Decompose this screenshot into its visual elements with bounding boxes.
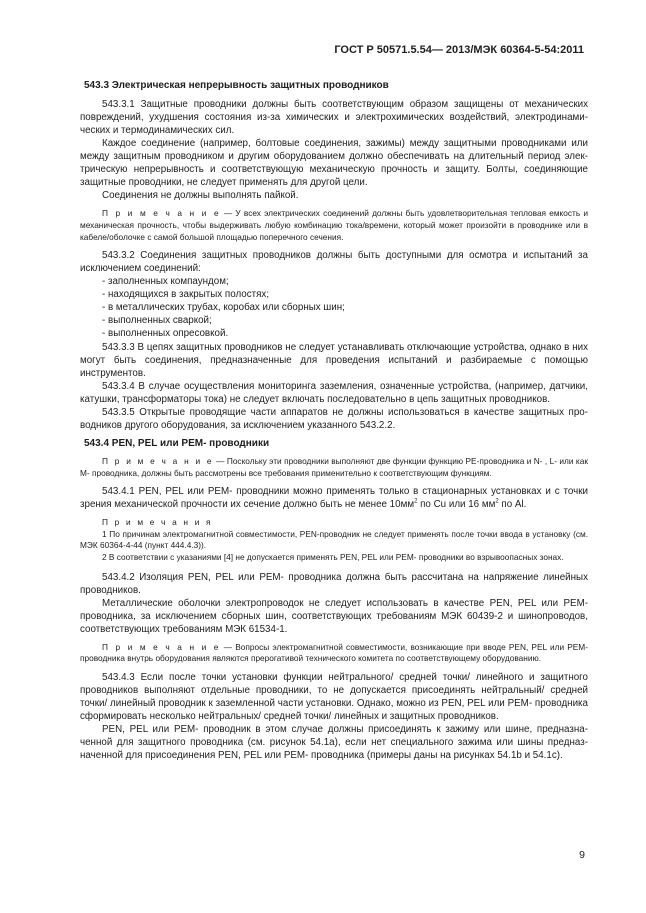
paragraph-connections: Каждое соединение (например, болтовые соединения, зажимы) между защитными проводниками или между защитным проводником и другим оборудованием должно обеспечивать на длительный период электрическую непрерывность и соответствующую механическую прочность и защиту. Болты, соединяющие защитные проводники, не следует применять для другой цели.: [80, 138, 588, 189]
paragraph-543-3-2: 543.3.2 Соединения защитных проводников должны быть доступными для осмотра и испытаний за исключением соединений:: [80, 250, 588, 275]
section-heading-543-3: 543.3 Электрическая непрерывность защитных проводников: [84, 80, 389, 91]
note-text: — У всех электрических соединений должны быть удовлетворительная тепловая емкость и механическая прочность, чтобы выдерживать любую комбинацию тока/времени, который может произойти в проводнике или в кабеле/оболочке с самой большой площадью поперечного сечения.: [80, 208, 588, 242]
note-explosive-zones: 2 В соответствии с указаниями [4] не допускается применять PEN, PEL или PEM- проводники во взрывоопасных зонах.: [102, 551, 564, 562]
paragraph-543-3-3: 543.3.3 В цепях защитных проводников не следует устанавливать отключающие устройства, однако в них могут быть соединения, предназначенные для проведения испытаний и разбираемые с помощью инструментов.: [80, 341, 588, 379]
note-emc-pen: 1 По причинам электромагнитной совместимости, PEN-проводник не следует применять после точки ввода в установку (см. МЭК 60364-4-44 (пункт 444.4.3)).: [80, 528, 588, 551]
superscript: 2: [495, 498, 499, 505]
paragraph-543-4-3: 543.4.3 Если после точки установки функции нейтрального/ средней точки/ линейного и защитного проводников выполняют отдельные проводники, то не допускается присоединять нейтральный/ средней точки/ линейный проводник к заземленной части установки. Однако, можно из PEN, PEL или PEM- проводника сформировать несколько нейтральных/ средней точки/ линейных и защитных проводников.: [80, 671, 588, 723]
text-run: по Al.: [498, 499, 527, 511]
note-text: — Вопросы электромагнитной совместимости, возникающие при вводе PEN, PEL или PEM- проводника внутрь оборудования являются прерогативой технического комитета по соответствующему оборудованию.: [80, 641, 588, 664]
text-run: по Cu или 16 мм: [417, 499, 496, 511]
section-heading-543-4: 543.4 PEN, PEL или PEM- проводники: [84, 437, 270, 449]
note-text: — Поскольку эти проводники выполняют две функции функцию PE-проводника и N- , L- или как M- проводника, должны быть рассмотрены все требования применительно к соответствующим функциям.: [80, 455, 588, 478]
notes-label-text: П р и м е ч а н и я: [102, 517, 213, 528]
note-two-functions: [80, 456, 588, 479]
list-item: - заполненных компаундом;: [102, 276, 229, 288]
paragraph-543-4-2: 543.4.2 Изоляция PEN, PEL или PEM- проводника должна быть рассчитана на напряжение линейных проводников.: [80, 571, 588, 596]
list-item: - выполненных сваркой;: [102, 315, 212, 327]
paragraph-543-4-1: [80, 485, 588, 511]
paragraph-543-3-1: 543.3.1 Защитные проводники должны быть соответствующим образом защищены от механических повреждений, ухудшения состояния из-за химических и электрохимических воздействий, электродинамических и термодинамических сил.: [80, 99, 588, 137]
paragraph-543-3-5: 543.3.5 Открытые проводящие части аппаратов не должны использоваться в качестве защитных проводников другого оборудования, за исключением указанного 543.2.2.: [80, 406, 588, 431]
list-item: - находящихся в закрытых полостях;: [102, 289, 270, 301]
running-header: ГОСТ Р 50571.5.54— 2013/МЭК 60364-5-54:2011: [334, 44, 584, 56]
note-label: П р и м е ч а н и е: [102, 641, 221, 652]
list-item: - выполненных опресовкой.: [102, 328, 229, 340]
paragraph-pen-terminal: PEN, PEL или PEM- проводник в этом случае должны присоединять к зажиму или шине, предназначенной для защитного проводника (см. рисунок 54.1a), если нет специального зажима или шины предназначенной для присоединения PEN, PEL или PEM- проводника (примеры даны на рисунках 54.1b и 54.1c).: [80, 724, 588, 762]
page-body: [80, 79, 588, 762]
note-label: П р и м е ч а н и е: [102, 455, 214, 466]
paragraph-543-3-4: 543.3.4 В случае осуществления мониторинга заземления, означенные устройства, (например, датчики, катушки, трансформаторы тока) не следует включать последовательно в цепь защитных проводников.: [80, 380, 588, 405]
superscript: 2: [414, 498, 418, 505]
page-number: 9: [579, 849, 585, 861]
note-emc-equipment: [80, 642, 588, 665]
paragraph-no-soldering: Соединения не должны выполнять пайкой.: [102, 190, 299, 202]
list-item: - в металлических трубах, коробах или сборных шин;: [102, 302, 345, 314]
paragraph-metal-sheaths: Металлические оболочки электропроводок не следует использовать в качестве PEN, PEL или PEM- проводника, за исключением сборных шин, соответствующих требованиям МЭК 60439-2 и шинопроводов, соответствующих требованиям МЭК 61534-1.: [80, 597, 588, 635]
note-label: П р и м е ч а н и е: [102, 208, 221, 219]
notes-label: [80, 517, 588, 529]
text-run: 543.4.1 PEN, PEL или PEM- проводники можно применять только в стационарных установках и с точки зрения механической прочности их сечение должно быть не менее 10мм: [80, 486, 588, 511]
note-thermal-capacity: [80, 208, 588, 243]
